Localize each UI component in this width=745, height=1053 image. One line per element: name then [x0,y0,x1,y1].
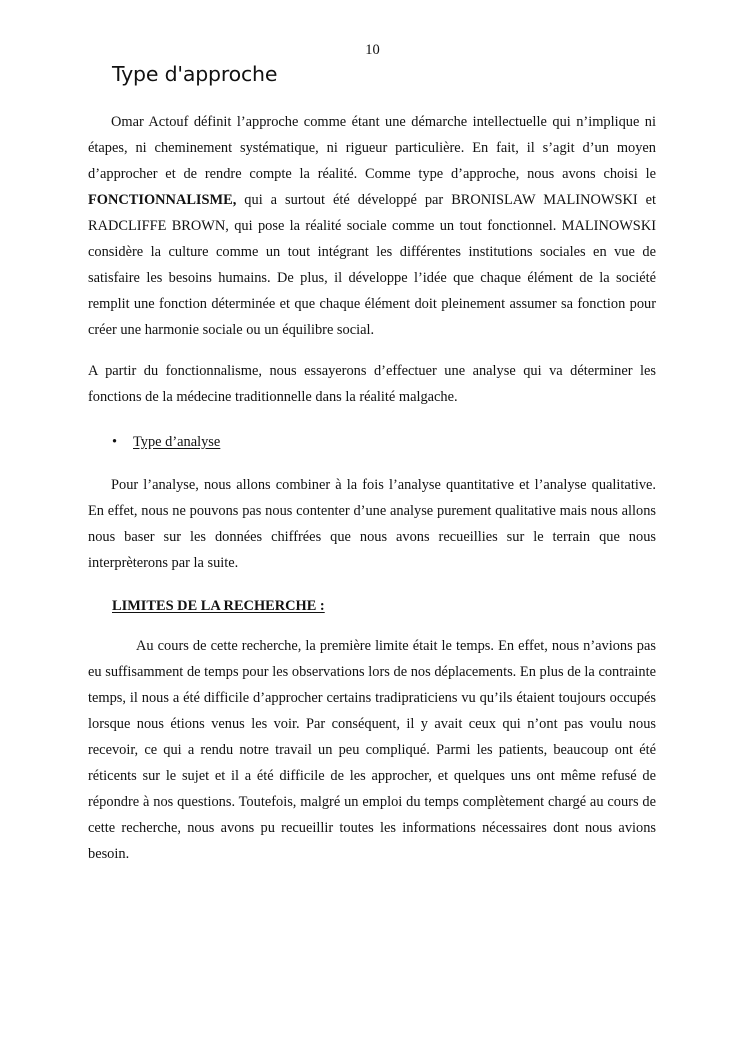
paragraph-approach-text-end: qui a surtout été développé par BRONISLAW MALINOWSKI et RADCLIFFE BROWN, qui pose la réalité sociale comme un tout fonctionnel. MALINOWSKI considère la culture comme un tout intégrant les différentes institutions sociales en vue de satisfaire les besoins humains. De plus, il développe l’idée que chaque élément de la société remplit une fonction déterminée et que chaque élément doit pleinement assumer sa fonction pour créer une harmonie sociale ou un équilibre social. [88,192,656,338]
keyword-fonctionnalisme: FONCTIONNALISME, [88,192,237,208]
bullet-label: Type d’analyse [133,434,221,450]
bullet-item-type-analyse [112,429,220,455]
limits-heading: LIMITES DE LA RECHERCHE : [112,598,325,614]
bullet-icon: • [112,434,118,450]
section-title: Type d'approche [112,62,278,86]
paragraph-limits: Au cours de cette recherche, la première limite était le temps. En effet, nous n’avions pas eu suffisamment de temps pour les observations lors de nos déplacements. En plus de la contrainte temps, il nous a été difficile d’approcher certains tradipraticiens vu qu’ils étaient toujours occupés lorsque nous étions venus les voir. Par conséquent, il y avait ceux qui n’ont pas voulu nous recevoir, ce qui a rendu notre travail un peu compliqué. Parmi les patients, beaucoup ont été réticents sur le sujet et il a été difficile de les approcher, et quelques uns ont même refusé de répondre à nos questions. Toutefois, malgré un emploi du temps complètement chargé au cours de cette recherche, nous avons pu recueillir toutes les informations nécessaires dont nous avions besoin. [88,638,656,862]
paragraph-analysis-type: Pour l’analyse, nous allons combiner à la fois l’analyse quantitative et l’analyse qualitative. En effet, nous ne pouvons pas nous contenter d’une analyse purement qualitative mais nous allons nous baser sur les données chiffrées que nous avons recueillies sur le terrain que nous interprèterons par la suite. [88,477,656,571]
paragraph-approach-text-start: Omar Actouf définit l’approche comme étant une démarche intellectuelle qui n’implique ni étapes, ni cheminement systématique, ni rigueur particulière. En fait, il s’agit d’un moyen d’approcher et de rendre compte la réalité. Comme type d’approche, nous avons choisi le [88,114,656,182]
paragraph-approach [88,109,656,343]
paragraph-functionalism-analysis: A partir du fonctionnalisme, nous essayerons d’effectuer une analyse qui va déterminer les fonctions de la médecine traditionnelle dans la réalité malgache. [88,363,656,405]
page-number: 10 [365,42,380,58]
